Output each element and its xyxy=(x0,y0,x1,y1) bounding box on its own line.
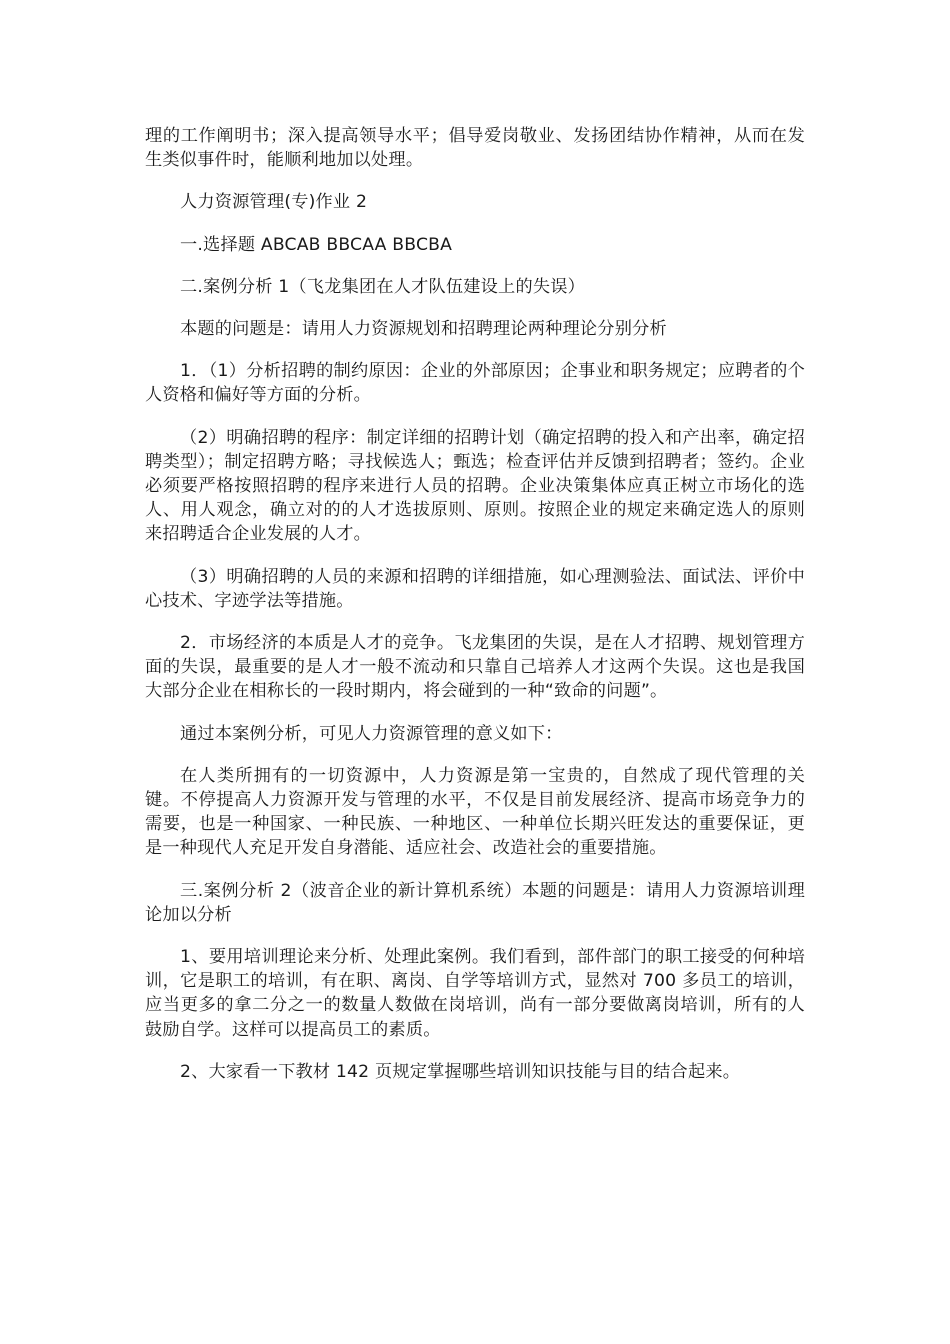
answer-point-2: 2．市场经济的本质是人才的竞争。飞龙集团的失误，是在人才招聘、规划管理方面的失误，最重要的是人才一般不流动和只靠自己培养人才这两个失误。这也是我国大部分企业在相称长的一段时期内，将会碰到的一种“致命的问题”。 xyxy=(145,633,805,702)
paragraph-continuation: 理的工作阐明书；深入提高领导水平；倡导爱岗敬业、发扬团结协作精神，从而在发生类似事件时，能顺利地加以处理。 xyxy=(145,126,805,171)
assignment-title: 人力资源管理(专)作业 2 xyxy=(180,192,368,213)
section-choice-answers: 一.选择题 ABCAB BBCAA BBCBA xyxy=(180,234,453,255)
answer-point-1-3: （3）明确招聘的人员的来源和招聘的详细措施，如心理测验法、面试法、评价中心技术、字迹学法等措施。 xyxy=(145,566,805,611)
training-point-2: 2、大家看一下教材 142 页规定掌握哪些培训知识技能与目的结合起来。 xyxy=(180,1061,741,1082)
section-case-analysis-1: 二.案例分析 1（飞龙集团在人才队伍建设上的失误） xyxy=(180,276,585,297)
document-body xyxy=(145,124,805,1102)
question-statement-1: 本题的问题是：请用人力资源规划和招聘理论两种理论分别分析 xyxy=(180,319,667,340)
training-point-1: 1、要用培训理论来分析、处理此案例。我们看到，部件部门的职工接受的何种培训，它是职工的培训，有在职、离岗、自学等培训方式，显然对 700 多员工的培训，应当更多的拿二分之一的数量人数做在岗培训，尚有一部分要做离岗培训，所有的人鼓励自学。这样可以提高员工的素质。 xyxy=(145,947,805,1040)
answer-point-1-2: （2）明确招聘的程序：制定详细的招聘计划（确定招聘的投入和产出率，确定招聘类型）；制定招聘方略；寻找候选人；甄选；检查评估并反馈到招聘者；签约。企业必须要严格按照招聘的程序来进行人员的招聘。企业决策集体应真正树立市场化的选人、用人观念，确立对的的人才选拔原则、原则。按照企业的规定来确定选人的原则来招聘适合企业发展的人才。 xyxy=(145,427,805,545)
significance-intro: 通过本案例分析，可见人力资源管理的意义如下： xyxy=(180,723,563,744)
significance-body: 在人类所拥有的一切资源中，人力资源是第一宝贵的，自然成了现代管理的关键。不停提高人力资源开发与管理的水平，不仅是目前发展经济、提高市场竞争力的需要，也是一种国家、一种民族、一种地区、一种单位长期兴旺发达的重要保证，更是一种现代人充足开发自身潜能、适应社会、改造社会的重要措施。 xyxy=(145,765,805,859)
section-case-analysis-2: 三.案例分析 2（波音企业的新计算机系统）本题的问题是：请用人力资源培训理论加以分析 xyxy=(145,880,805,925)
answer-point-1-1: 1．（1）分析招聘的制约原因：企业的外部原因；企事业和职务规定；应聘者的个人资格和偏好等方面的分析。 xyxy=(145,361,805,406)
